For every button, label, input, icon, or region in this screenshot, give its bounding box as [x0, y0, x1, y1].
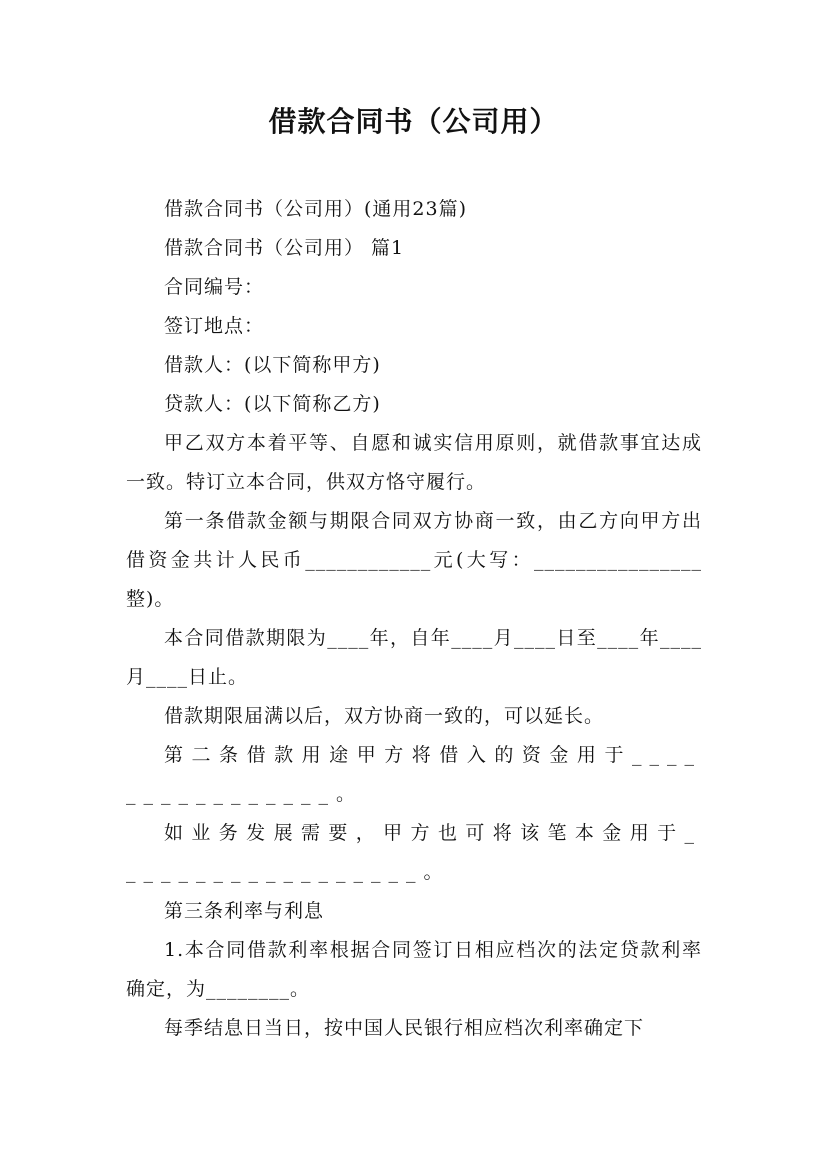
paragraph: 1.本合同借款利率根据合同签订日相应档次的法定贷款利率确定，为________。	[126, 939, 702, 1000]
paragraph: 借款合同书（公司用）(通用23篇)	[164, 198, 468, 220]
paragraph: 签订地点：	[164, 315, 265, 337]
paragraph: 借款人：(以下简称甲方)	[164, 354, 381, 376]
document-title: 借款合同书（公司用）	[268, 105, 559, 138]
paragraph: 合同编号：	[164, 276, 265, 298]
paragraph: 借款期限届满以后，双方协商一致的，可以延长。	[164, 705, 605, 727]
paragraph: 第三条利率与利息	[164, 900, 325, 922]
paragraph: 第二条借款用途甲方将借入的资金用于________________。	[126, 744, 702, 805]
paragraph: 甲乙双方本着平等、自愿和诚实信用原则，就借款事宜达成一致。特订立本合同，供双方恪守履行。	[126, 432, 702, 493]
paragraph: 如业务发展需要，甲方也可将该笔本金用于__________________。	[126, 822, 702, 883]
paragraph: 每季结息日当日，按中国人民银行相应档次利率确定下	[164, 1017, 645, 1039]
document-body	[126, 190, 702, 1048]
paragraph: 借款合同书（公司用） 篇1	[164, 237, 405, 259]
paragraph: 第一条借款金额与期限合同双方协商一致，由乙方向甲方出借资金共计人民币____________元(大写：________________整)。	[126, 510, 702, 610]
paragraph: 贷款人：(以下简称乙方)	[164, 393, 381, 415]
paragraph: 本合同借款期限为____年，自年____月____日至____年____月____日止。	[126, 627, 702, 688]
